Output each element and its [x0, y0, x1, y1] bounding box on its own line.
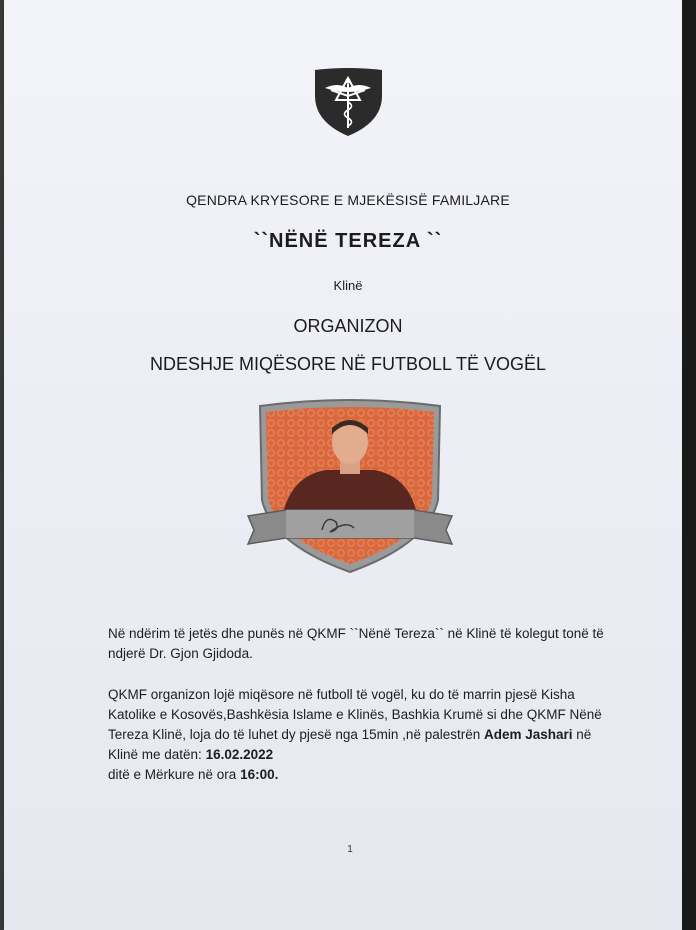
clinic-name: ``NËNË TEREZA `` [253, 230, 443, 252]
background-edge [682, 0, 696, 930]
event-details-text-3: ditë e Mërkure në ora [108, 767, 241, 782]
event-date: 16.02.2022 [205, 747, 274, 762]
organization-name: QENDRA KRYESORE E MJEKËSISË FAMILJARE [186, 192, 510, 208]
page-number: 1 [347, 844, 353, 855]
venue-name: Adem Jashari [484, 727, 573, 742]
event-title: NDESHJE MIQËSORE NË FUTBOLL TË VOGËL [149, 354, 547, 374]
city-name: Klinë [333, 278, 363, 293]
event-details-text-2: në Klinë me datën: [108, 727, 592, 762]
memorial-paragraph: Në ndërim të jetës dhe punës në QKMF ``Nënë Tereza`` në Klinë të kolegut tonë të ndjerë Dr. Gjon Gjidoda. [108, 626, 604, 661]
event-details-paragraph [108, 685, 608, 785]
medical-caduceus-shield-icon [311, 66, 386, 138]
event-details-text: QKMF organizon lojë miqësore në futboll të vogël, ku do të marrin pjesë Kisha Katolike e Kosovës,Bashkësia Islame e Klinës, Bashkia Krumë si dhe QKMF Nënë Tereza Klinë, loja do të luhet dy pjesë nga 15min ,në palestrën [108, 687, 602, 742]
organizes-heading: ORGANIZON [293, 316, 403, 336]
portrait-shield-badge [246, 398, 454, 574]
event-time: 16:00. [240, 767, 279, 782]
document-page [4, 0, 682, 930]
